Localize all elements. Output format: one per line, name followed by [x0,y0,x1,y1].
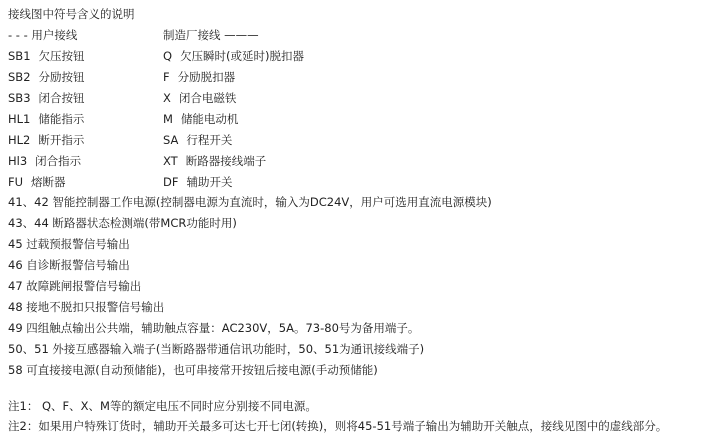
factory-wiring-legend: 制造厂接线 ——— [163,28,259,42]
symbol-description: 闭合指示 [35,154,82,168]
symbol-description: 储能指示 [38,112,85,126]
symbol-row [8,91,708,105]
terminal-description: 46 自诊断报警信号输出 [8,258,130,272]
symbol-description: 断开指示 [38,133,85,147]
symbol-description: 闭合电磁铁 [178,91,237,105]
symbol-description: 断路器接线端子 [185,154,267,168]
symbol-row [8,70,708,84]
symbol-code: Hl3 [8,154,28,168]
symbol-description: 辅助开关 [186,175,233,189]
user-wiring-legend: - - - 用户接线 [8,28,78,42]
symbol-code: X [163,91,171,105]
symbol-row [8,154,708,168]
note-2: 注2：如果用户特殊订货时，辅助开关最多可达七开七闭(转换)，则将45-51号端子输出为辅助开关触点，接线见图中的虚线部分。 [8,419,668,433]
symbol-code: Q [163,49,173,63]
symbol-left [8,91,85,105]
terminal-description: 45 过载预报警信号输出 [8,237,130,251]
terminal-description: 43、44 断路器状态检测端(带MCR功能时用) [8,216,237,230]
symbol-code: F [163,70,170,84]
symbol-row [8,175,708,189]
symbol-description: 行程开关 [186,133,233,147]
symbol-right [163,70,235,84]
symbol-description: 欠压瞬时(或延时)脱扣器 [180,49,305,63]
symbol-left [8,49,85,63]
symbol-description: 分励按钮 [38,70,85,84]
symbol-code: DF [163,175,179,189]
symbol-description: 储能电动机 [180,112,239,126]
symbol-left [8,112,84,126]
terminal-description: 48 接地不脱扣只报警信号输出 [8,300,165,314]
symbol-description: 闭合按钮 [38,91,85,105]
symbol-right [163,175,232,189]
symbol-left [8,70,85,84]
symbol-description: 分励脱扣器 [177,70,236,84]
symbol-code: HL1 [8,112,31,126]
symbol-row [8,133,708,147]
symbol-right [163,154,266,168]
symbol-code: SB2 [8,70,31,84]
document-title: 接线图中符号含义的说明 [8,7,135,21]
symbol-left [8,175,66,189]
symbol-code: SB1 [8,49,31,63]
symbol-left [8,154,81,168]
symbol-right [163,112,238,126]
symbol-row [8,112,708,126]
symbol-code: M [163,112,173,126]
symbol-description: 熔断器 [31,175,66,189]
symbol-description: 欠压按钮 [38,49,85,63]
symbol-right [163,133,232,147]
terminal-description: 50、51 外接互感器输入端子(当断路器带通信讯功能时，50、51为通讯接线端子) [8,342,425,356]
wiring-legend-row [8,28,708,42]
terminal-description: 49 四组触点输出公共端，辅助触点容量：AC230V，5A。73-80号为备用端子。 [8,321,420,335]
symbol-code: FU [8,175,24,189]
symbol-right [163,49,304,63]
symbol-code: SB3 [8,91,31,105]
terminal-description: 47 故障跳闸报警信号输出 [8,279,142,293]
symbol-right [163,91,236,105]
terminal-description: 41、42 智能控制器工作电源(控制器电源为直流时，输入为DC24V，用户可选用直流电源模块) [8,195,492,209]
symbol-left [8,133,84,147]
symbol-row [8,49,708,63]
symbol-code: HL2 [8,133,31,147]
symbol-code: SA [163,133,179,147]
symbol-code: XT [163,154,178,168]
note-1: 注1： Q、F、X、M等的额定电压不同时应分别接不同电源。 [8,399,317,413]
terminal-description: 58 可直接接电源(自动预储能)，也可串接常开按钮后接电源(手动预储能) [8,363,378,377]
